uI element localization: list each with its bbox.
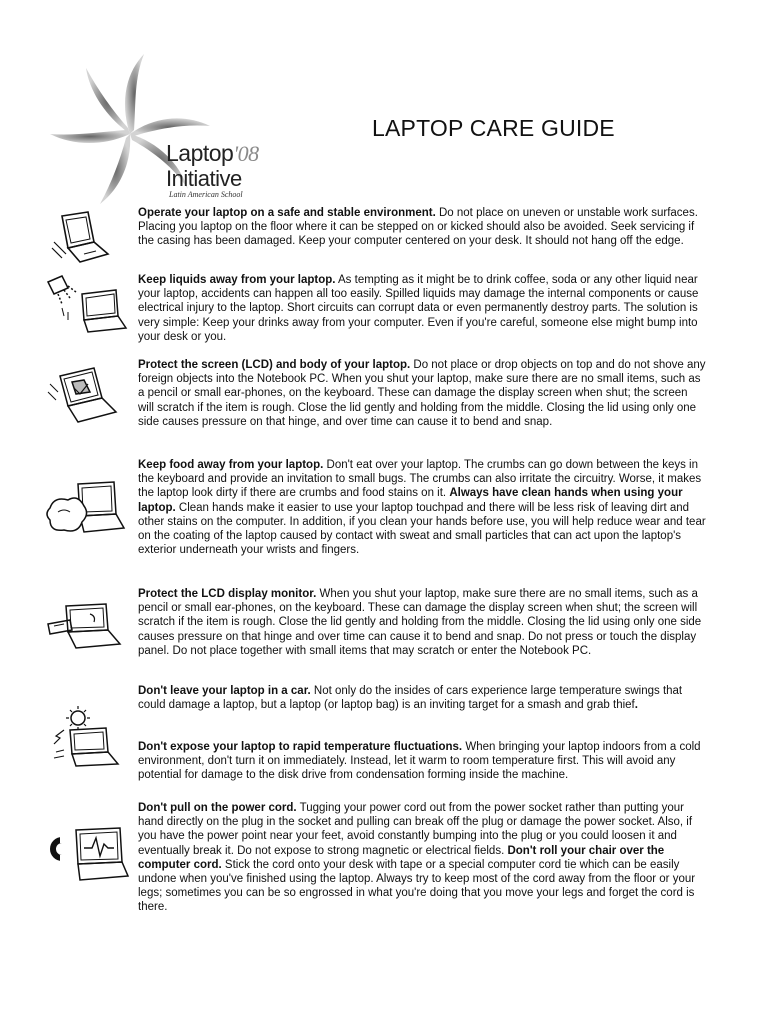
laptop-unstable-icon (44, 208, 130, 268)
logo-year: '08 (233, 141, 259, 166)
section-food (138, 458, 706, 557)
page-title: LAPTOP CARE GUIDE (372, 115, 615, 141)
section-body: Tugging your power cord out from the power socket rather than putting your hand directly on the plug in the socket and pulling can break off the plug or damage the power socket. Also, if you have the power point near your feet, avoid constantly bumping into the plug or you could loosen it and eventually break it. Do not expose to strong magnetic or electrical fields. (138, 802, 693, 857)
section-heading-secondary: Always have clean hands when using your laptop. (138, 487, 683, 514)
section-power-cord (138, 801, 706, 915)
section-temperature (138, 740, 706, 783)
section-body: Do not place on uneven or unstable work surfaces. Placing you laptop on the floor where it can be stepped on or kicked should also be avoided. Seek servicing if the casing has been damaged. Keep your computer centered on your desk. It should not hang off the edge. (138, 207, 698, 248)
section-heading: Protect the screen (LCD) and body of your laptop. (138, 359, 411, 371)
laptop-lcd-protect-icon (44, 600, 130, 656)
section-body: When you shut your laptop, make sure there are no small items, such as a pencil or small ear-phones, on the keyboard. These can damage the display screen when shut; the screen will scratch if the item is rough. Close the lid gently and holding from the middle. Closing the lid using only one side causes pressure on that hinge and over time can cause it to bend and snap. Do not press or touch the display panel. Do not place together with small items that may scratch or enter the Notebook PC. (138, 588, 702, 657)
logo-line3: Latin American School (169, 190, 243, 199)
section-heading: Don't leave your laptop in a car. (138, 685, 311, 697)
section-heading: Keep liquids away from your laptop. (138, 274, 336, 286)
section-body-secondary: Clean hands make it easier to use your laptop touchpad and there will be less risk of leaving dirt and other stains on the computer. In addition, if you clean your hands before use, you will help reduce wear and tear on the coating of the laptop caused by contact with sweat and small particles that can act upon the laptop's exterior underneath your wrists and fingers. (138, 501, 706, 557)
section-heading: Don't expose your laptop to rapid temperature fluctuations. (138, 741, 463, 753)
laptop-screen-protect-icon (44, 362, 130, 428)
section-body: When bringing your laptop indoors from a cold environment, don't turn it on immediately. Instead, let it warm to room temperature first. This will avoid any potential for damage to the disk drive from condensation forming inside the machine. (138, 741, 701, 782)
section-heading: Keep food away from your laptop. (138, 459, 324, 471)
section-stable-environment (138, 206, 706, 249)
section-heading: Don't pull on the power cord. (138, 802, 297, 814)
section-protect-screen (138, 358, 706, 429)
laptop-car-heat-icon (44, 706, 130, 768)
laptop-food-icon (44, 478, 130, 548)
laptop-liquid-spill-icon (44, 272, 130, 338)
laptop-magnet-power-icon (44, 818, 130, 888)
section-body: As tempting as it might be to drink coffee, soda or any other liquid near your laptop, accidents can happen all too easily. Spilled liquids may damage the internal components or cause electrical injury to the laptop. Short circuits can corrupt data or even permanently destroy parts. The solution is very simple: Keep your drinks away from your computer. Even if you're careful, someone else might bump into your desk or you. (138, 274, 699, 343)
section-body: Not only do the insides of cars experience large temperature swings that could damage a laptop, but a laptop (or laptop bag) is an inviting target for a smash and grab thief (138, 685, 683, 712)
logo-word: Laptop (166, 140, 234, 166)
section-liquids (138, 273, 706, 344)
section-tail: . (634, 699, 638, 712)
section-car (138, 684, 706, 712)
section-body-secondary: Stick the cord onto your desk with tape or a special computer cord tie which can be easily undone when you've finished using the laptop. Always try to keep most of the cord away from the floor or your legs; sometimes you can be so engrossed in what you're doing that you move your legs and forget the cord is there. (138, 858, 696, 914)
section-heading: Operate your laptop on a safe and stable environment. (138, 207, 436, 219)
logo-line2: Initiative (166, 166, 242, 191)
logo-line1 (166, 142, 259, 165)
section-body: Do not place or drop objects on top and do not shove any foreign objects into the Notebook PC. When you shut your laptop, make sure there are no small items, such as a pencil or small ear-phones, on the keyboard. These can damage the display screen when shut; the screen will scratch if the item is rough. Close the lid gently and holding from the middle. Closing the lid using only one side causes pressure on that hinge, and over time can cause it to bend and snap. (138, 359, 706, 428)
section-heading-secondary: Don't roll your chair over the computer cord. (138, 844, 665, 871)
section-lcd-monitor (138, 587, 706, 658)
section-body: Don't eat over your laptop. The crumbs can go down between the keys in the keyboard and provide an invitation to small bugs. The crumbs can also irritate the circuitry. Worse, it makes the laptop look dirty if there are crumbs and food stains on it. (138, 459, 702, 500)
section-heading: Protect the LCD display monitor. (138, 588, 317, 600)
